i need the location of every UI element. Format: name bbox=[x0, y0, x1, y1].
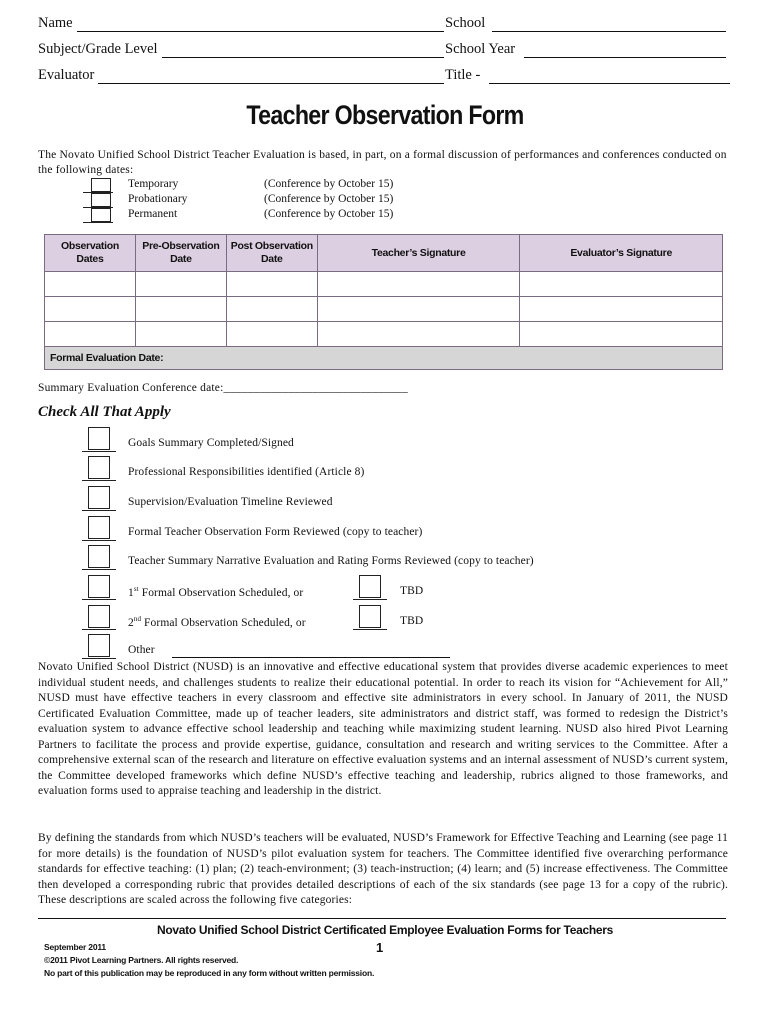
col-evaluator-signature: Evaluator’s Signature bbox=[520, 235, 723, 272]
checkbox-underline bbox=[82, 629, 116, 630]
checklist-item-goals: Goals Summary Completed/Signed bbox=[128, 437, 294, 449]
table-cell[interactable] bbox=[226, 297, 317, 322]
table-cell[interactable] bbox=[45, 272, 136, 297]
table-cell[interactable] bbox=[317, 272, 520, 297]
status-checkbox-probationary[interactable] bbox=[91, 193, 111, 207]
checkbox-underline bbox=[83, 192, 113, 193]
footer-date: September 2011 bbox=[44, 942, 106, 952]
school-year-label: School Year bbox=[445, 41, 516, 57]
col-post-observation-date: Post Observation Date bbox=[226, 235, 317, 272]
name-label: Name bbox=[38, 15, 73, 31]
checkbox-underline bbox=[82, 451, 116, 452]
tbd-checkbox-first[interactable] bbox=[359, 575, 381, 598]
page-number: 1 bbox=[376, 940, 384, 955]
summary-conference-date[interactable]: Summary Evaluation Conference date:_______________________________ bbox=[38, 382, 408, 394]
table-cell[interactable] bbox=[520, 297, 723, 322]
table-cell[interactable] bbox=[135, 272, 226, 297]
table-cell[interactable] bbox=[135, 297, 226, 322]
table-row bbox=[45, 272, 723, 297]
checklist-checkbox[interactable] bbox=[88, 427, 110, 450]
school-label: School bbox=[445, 15, 486, 31]
status-checkbox-permanent[interactable] bbox=[91, 208, 111, 222]
table-cell[interactable] bbox=[45, 297, 136, 322]
checklist-checkbox[interactable] bbox=[88, 456, 110, 479]
checklist-item-observation-form: Formal Teacher Observation Form Reviewed (copy to teacher) bbox=[128, 526, 423, 538]
table-cell[interactable] bbox=[226, 272, 317, 297]
observation-table bbox=[44, 234, 723, 370]
tbd-checkbox-second[interactable] bbox=[359, 605, 381, 628]
check-all-heading: Check All That Apply bbox=[38, 404, 171, 420]
status-note-probationary: (Conference by October 15) bbox=[264, 193, 394, 205]
subject-grade-field[interactable] bbox=[162, 57, 444, 58]
body-paragraph: Novato Unified School District (NUSD) is an innovative and effective educational system that provides diverse academic experiences to meet individual student needs, and challenges students to realize their educational potential. In order to reach its vision for “Achievement for All,” NUSD must have effective teachers in every classroom and effective site administrators in every school. In January of 2011, the NUSD Certificated Evaluation Committee, made up of teacher leaders, site administrators and district staff, was formed to redesign the District’s evaluation system to advance effective school leadership and teaching while maximizing student learning. NUSD also hired Pivot Learning Partners to facilitate the process and provide expertise, guidance, consultation and research and writing services to the Committee. After a comprehensive external scan of the research and literature on effective evaluation systems and an internal assessment of NUSD’s current system, the Committee developed frameworks which define NUSD’s effective teaching and leadership, rubrics aligned to those frameworks, and evaluation forms used to appraise teaching and leadership in the district. bbox=[38, 661, 728, 797]
checklist-item-narrative: Teacher Summary Narrative Evaluation and Rating Forms Reviewed (copy to teacher) bbox=[128, 555, 534, 567]
table-cell[interactable] bbox=[520, 272, 723, 297]
checkbox-underline bbox=[82, 480, 116, 481]
checklist-checkbox[interactable] bbox=[88, 634, 110, 657]
subject-grade-label: Subject/Grade Level bbox=[38, 41, 158, 57]
table-cell[interactable] bbox=[45, 322, 136, 347]
status-checkbox-temporary[interactable] bbox=[91, 178, 111, 192]
formal-evaluation-row bbox=[45, 347, 723, 370]
name-field[interactable] bbox=[77, 31, 444, 32]
status-label-temporary: Temporary bbox=[128, 178, 179, 190]
footer-copyright: ©2011 Pivot Learning Partners. All rights reserved. bbox=[44, 955, 239, 965]
checkbox-underline bbox=[353, 629, 387, 630]
col-observation-dates: Observation Dates bbox=[45, 235, 136, 272]
checklist-checkbox[interactable] bbox=[88, 486, 110, 509]
tbd-label-second: TBD bbox=[400, 615, 424, 627]
footer-notice: No part of this publication may be reproduced in any form without written permission. bbox=[44, 968, 375, 978]
table-cell[interactable] bbox=[226, 322, 317, 347]
status-label-permanent: Permanent bbox=[128, 208, 178, 220]
formal-evaluation-date[interactable]: Formal Evaluation Date: bbox=[45, 347, 723, 370]
school-year-field[interactable] bbox=[524, 57, 726, 58]
other-field[interactable] bbox=[172, 657, 450, 658]
body-paragraph: By defining the standards from which NUSD’s teachers will be evaluated, NUSD’s Framework for Effective Teaching and Learning (see page 11 for more details) is the foundation of NUSD’s pilot evaluation system for teachers. The Committee identified five overarching performance standards for effective teaching: (1) plan; (2) teach-environment; (3) teach-instruction; (4) learn; and (5) increase effectiveness. The Committee then developed a corresponding rubric that provides detailed descriptions of each of the six standards (see page 13 for a copy of the rubric). These descriptions are scaled across the following five categories: bbox=[38, 832, 728, 906]
checkbox-underline bbox=[82, 510, 116, 511]
checklist-item-timeline: Supervision/Evaluation Timeline Reviewed bbox=[128, 496, 333, 508]
checkbox-underline bbox=[83, 207, 113, 208]
checklist-item-second-observation: 2nd Formal Observation Scheduled, or bbox=[128, 615, 306, 629]
col-teacher-signature: Teacher’s Signature bbox=[317, 235, 520, 272]
evaluator-label: Evaluator bbox=[38, 67, 95, 83]
school-field[interactable] bbox=[492, 31, 726, 32]
status-note-temporary: (Conference by October 15) bbox=[264, 178, 394, 190]
table-row bbox=[45, 322, 723, 347]
checklist-item-first-observation: 1st Formal Observation Scheduled, or bbox=[128, 585, 304, 599]
evaluator-field[interactable] bbox=[98, 83, 444, 84]
checkbox-underline bbox=[83, 222, 113, 223]
title-field[interactable] bbox=[489, 83, 730, 84]
status-note-permanent: (Conference by October 15) bbox=[264, 208, 394, 220]
col-pre-observation-date: Pre-Observation Date bbox=[135, 235, 226, 272]
table-cell[interactable] bbox=[135, 322, 226, 347]
page-title: Teacher Observation Form bbox=[246, 100, 524, 130]
footer-title: Novato Unified School District Certificated Employee Evaluation Forms for Teachers bbox=[157, 923, 613, 937]
checklist-checkbox[interactable] bbox=[88, 545, 110, 568]
checklist-checkbox[interactable] bbox=[88, 516, 110, 539]
table-cell[interactable] bbox=[317, 297, 520, 322]
checkbox-underline bbox=[82, 599, 116, 600]
checklist-checkbox[interactable] bbox=[88, 605, 110, 628]
table-cell[interactable] bbox=[520, 322, 723, 347]
title-label: Title - bbox=[445, 67, 481, 83]
footer-divider bbox=[38, 918, 726, 919]
checklist-item-responsibilities: Professional Responsibilities identified (Article 8) bbox=[128, 466, 365, 478]
tbd-label-first: TBD bbox=[400, 585, 424, 597]
checklist-item-other: Other bbox=[128, 644, 155, 656]
checklist-checkbox[interactable] bbox=[88, 575, 110, 598]
checkbox-underline bbox=[82, 540, 116, 541]
checkbox-underline bbox=[82, 569, 116, 570]
checkbox-underline bbox=[353, 599, 387, 600]
intro-text: The Novato Unified School District Teacher Evaluation is based, in part, on a formal discussion of performances and conferences conducted on the following dates: bbox=[38, 149, 727, 176]
checkbox-underline bbox=[82, 658, 116, 659]
table-cell[interactable] bbox=[317, 322, 520, 347]
table-row bbox=[45, 297, 723, 322]
table-header-row bbox=[45, 235, 723, 272]
status-label-probationary: Probationary bbox=[128, 193, 188, 205]
